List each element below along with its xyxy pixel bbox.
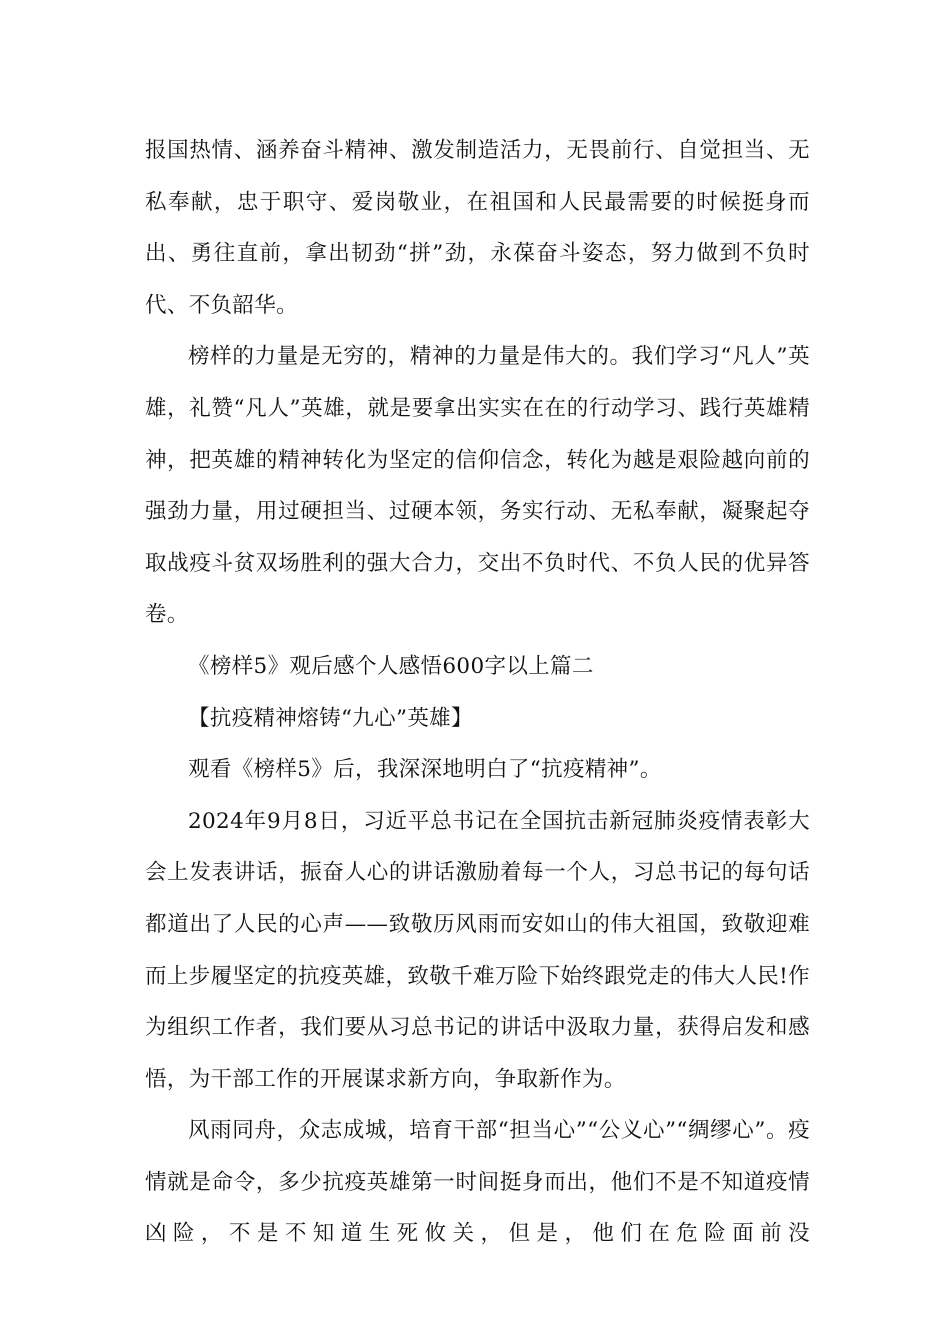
- document-body: [145, 125, 810, 1260]
- paragraph-continuation: 报国热情、涵养奋斗精神、激发制造活力，无畏前行、自觉担当、无私奉献，忠于职守、爱岗敬业，在祖国和人民最需要的时候挺身而出、勇往直前，拿出韧劲“拼”劲，永葆奋斗姿态，努力做到不负时代、不负韶华。: [145, 138, 810, 318]
- paragraph-unity: 风雨同舟，众志成城，培育干部“担当心”“公义心”“绸缪心”。疫情就是命令，多少抗疫英雄第一时间挺身而出，他们不是不知道疫情凶险，不是不知道生死攸关，但是，他们在危险面前没: [145, 1118, 810, 1247]
- paragraph-intro: 观看《榜样5》后，我深深地明白了“抗疫精神”。: [188, 757, 662, 783]
- paragraph-speech: 2024年9月8日，习近平总书记在全国抗击新冠肺炎疫情表彰大会上发表讲话，振奋人心的讲话激励着每一个人，习总书记的每句话都道出了人民的心声——致敬历风雨而安如山的伟大祖国，致敬迎难而上步履坚定的抗疫英雄，致敬千难万险下始终跟党走的伟大人民!作为组织工作者，我们要从习总书记的讲话中汲取力量，获得启发和感悟，为干部工作的开展谋求新方向，争取新作为。: [145, 808, 810, 1092]
- section-heading: 《榜样5》观后感个人感悟600字以上篇二: [188, 653, 594, 679]
- paragraph-role-model: 榜样的力量是无穷的，精神的力量是伟大的。我们学习“凡人”英雄，礼赞“凡人”英雄，就是要拿出实实在在的行动学习、践行英雄精神，把英雄的精神转化为坚定的信仰信念，转化为越是艰险越向前的强劲力量，用过硬担当、过硬本领，务实行动、无私奉献，凝聚起夺取战疫斗贫双场胜利的强大合力，交出不负时代、不负人民的优异答卷。: [145, 344, 810, 628]
- section-subtitle: 【抗疫精神熔铸“九心”英雄】: [188, 705, 473, 731]
